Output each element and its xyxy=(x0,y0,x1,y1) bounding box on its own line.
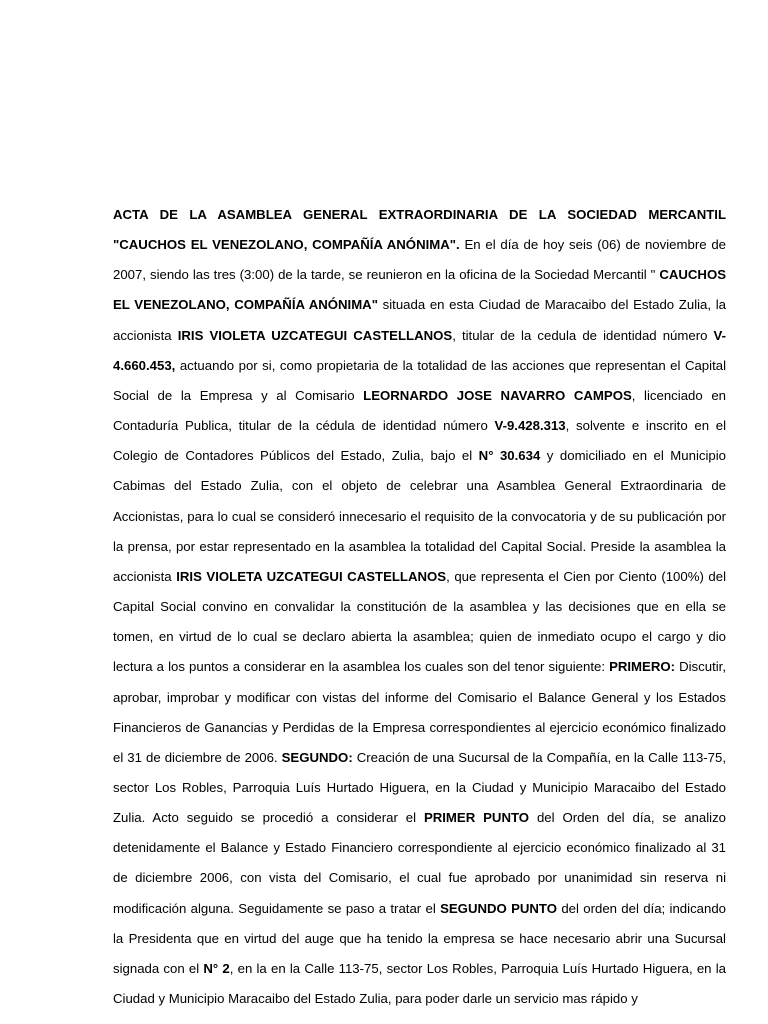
acta-text-run: , titular de la cedula de identidad número xyxy=(452,327,714,343)
acta-text-run: Creación de una Sucursal de la Compañía, en la Calle 113-75, sector Los Robles, Parroquia Luís Hurtado Higuera, en la Ciudad y Municipio Maracaibo del Estado Zulia. Acto seguido se procedió a considerar el xyxy=(113,749,727,826)
commissioner-name: LEORNARDO JOSE NAVARRO CAMPOS xyxy=(363,387,632,403)
commissioner-id: V-9.428.313 xyxy=(494,418,566,434)
acta-text-run: situada en esta Ciudad de Maracaibo del Estado Zulia, la accionista xyxy=(113,297,726,343)
shareholder-name: IRIS VIOLETA UZCATEGUI CASTELLANOS xyxy=(177,327,453,343)
agenda-item-first-label: PRIMERO: xyxy=(609,659,676,675)
agenda-item-second-label: SEGUNDO: xyxy=(281,749,353,765)
second-point-label: SEGUNDO PUNTO xyxy=(440,900,558,916)
acta-text xyxy=(113,200,726,1014)
acta-title: ACTA DE LA ASAMBLEA GENERAL EXTRAORDINARIA DE LA SOCIEDAD MERCANTIL "CAUCHOS EL VENEZOLANO, COMPAÑÍA ANÓNIMA". xyxy=(113,207,726,253)
acta-text-run: Discutir, aprobar, improbar y modificar con vistas del informe del Comisario el Balance General y los Estados Financieros de Ganancias y Perdidas de la Empresa correspondientes al ejercicio económico finalizado el 31 de diciembre de 2006. xyxy=(113,659,727,765)
registration-number: N° 30.634 xyxy=(478,448,541,464)
acta-text-run: , que representa el Cien por Ciento (100%) del Capital Social convino en convalidar la constitución de la asamblea y las decisiones que en ella se tomen, en virtud de lo cual se declaro abierta la asamblea; quien de inmediato ocupo el cargo y dio lectura a los puntos a considerar en la asamblea los cuales son del tenor siguiente: xyxy=(113,568,727,675)
acta-text-run: En el día de hoy seis (06) de noviembre de 2007, siendo las tres (3:00) de la tarde, se reunieron en la oficina de la Sociedad Mercantil " xyxy=(113,237,727,283)
company-name: CAUCHOS EL VENEZOLANO, COMPAÑÍA ANÓNIMA" xyxy=(113,267,726,313)
acta-text-run: del orden del día; indicando la Presidenta que en virtud del auge que ha tenido la empresa se hace necesario abrir una Sucursal signada con el xyxy=(113,900,727,976)
acta-text-run: y domiciliado en el Municipio Cabimas del Estado Zulia, con el objeto de celebrar una Asamblea General Extraordinaria de Accionistas, para lo cual se consideró innecesario el requisito de la convocatoria y de su publicación por la prensa, por estar representado en la asamblea la totalidad del Capital Social. Preside la asamblea la accionista xyxy=(113,448,727,584)
acta-text-run: del Orden del día, se analizo detenidamente el Balance y Estado Financiero correspondiente al ejercicio económico finalizado al 31 de diciembre 2006, con vista del Comisario, el cual fue aprobado por unanimidad sin reserva ni modificación alguna. Seguidamente se paso a tratar el xyxy=(113,810,726,916)
acta-text-run: actuando por si, como propietaria de la totalidad de las acciones que representan el Capital Social de la Empresa y al Comisario xyxy=(113,357,726,403)
first-point-label: PRIMER PUNTO xyxy=(423,810,530,826)
shareholder-id: V-4.660.453, xyxy=(113,327,726,373)
branch-number: N° 2 xyxy=(203,960,230,976)
acta-text-run: , licenciado en Contaduría Publica, titular de la cédula de identidad número xyxy=(113,387,726,434)
acta-text-run: , en la en la Calle 113-75, sector Los Robles, Parroquia Luís Hurtado Higuera, en la Ciudad y Municipio Maracaibo del Estado Zulia, para poder darle un servicio mas rápido y xyxy=(113,960,726,1007)
shareholder-name: IRIS VIOLETA UZCATEGUI CASTELLANOS xyxy=(176,568,447,584)
acta-text-run: , solvente e inscrito en el Colegio de Contadores Públicos del Estado, Zulia, bajo el xyxy=(113,418,727,464)
